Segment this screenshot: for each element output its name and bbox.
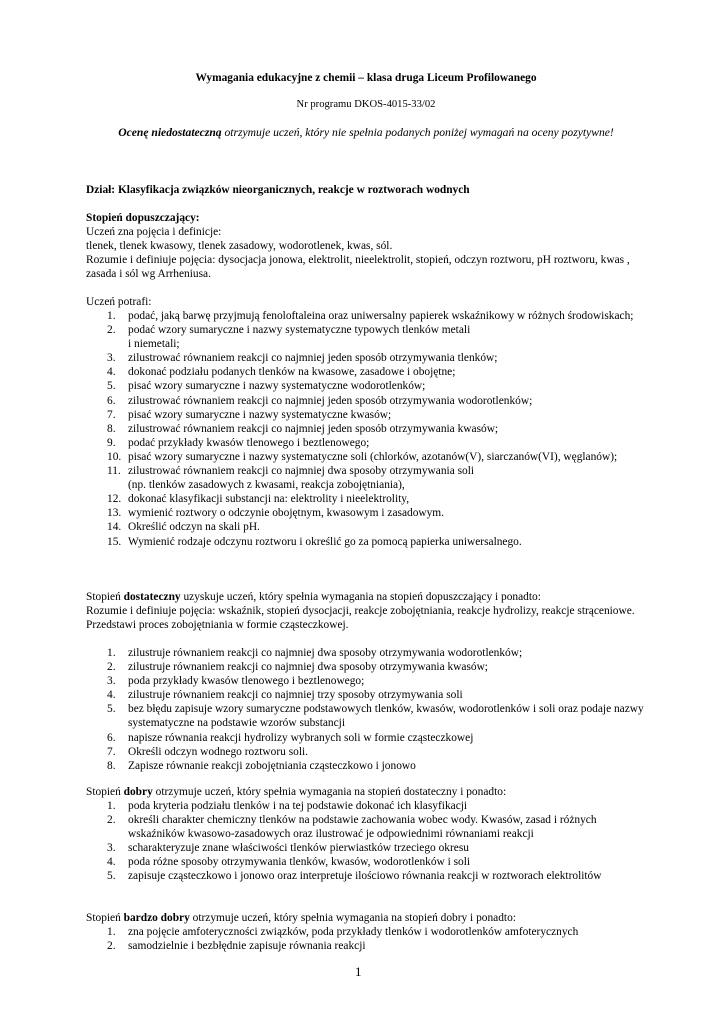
bardzo-dobry-grade: bardzo dobry	[123, 912, 190, 924]
list-item-number: 8.	[107, 759, 116, 772]
dostateczny-section	[86, 590, 646, 632]
list-item-text: zilustruje równaniem reakcji co najmniej dwa sposoby otrzymywania kwasów;	[128, 661, 488, 674]
list-item	[86, 841, 646, 855]
list-item-text: bez błędu zapisuje wzory sumaryczne podstawowych tlenków, kwasów, wodorotlenków i soli oraz podaje nazwy systematyczne na podstawie wzorów substancji	[128, 703, 644, 730]
dobry-post: otrzymuje uczeń, który spełnia wymagania na stopień dostateczny i ponadto:	[152, 786, 507, 798]
bardzo-dobry-list	[86, 925, 646, 953]
list-item-number: 2.	[107, 814, 116, 827]
page-number: 1	[355, 964, 362, 979]
dobry-heading	[86, 785, 646, 799]
bardzo-dobry-pre: Stopień	[86, 912, 124, 924]
list-item	[86, 394, 646, 408]
list-item-number: 4.	[107, 856, 116, 869]
list-item	[86, 674, 646, 688]
list-item-number: 6.	[107, 731, 116, 744]
list-item	[86, 855, 646, 869]
list-item	[86, 535, 646, 549]
list-item-text: określi charakter chemiczny tlenków na podstawie zachowania wobec wody. Kwasów, zasad i różnych wskaźników kwasowo-zasadowych oraz ilustrować je odpowiednimi równaniami reakcji	[128, 814, 597, 841]
list-item-number: 5.	[107, 703, 116, 716]
list-item	[86, 702, 646, 730]
section-heading: Dział: Klasyfikacja związków nieorganicznych, reakcje w roztworach wodnych	[86, 184, 470, 196]
document-title: Wymagania edukacyjne z chemii – klasa druga Liceum Profilowanego	[195, 72, 537, 84]
list-item-number: 9.	[107, 436, 116, 449]
list-item-number: 1.	[107, 800, 116, 812]
dobry-grade: dobry	[123, 786, 153, 798]
dobry-list	[86, 799, 646, 884]
list-item-text: wymienić roztwory o odczynie obojętnym, kwasowym i zasadowym.	[128, 507, 445, 520]
list-item-text: pisać wzory sumaryczne i nazwy systematyczne soli (chlorków, azotanów(V), siarczanów(VI), węglanów);	[128, 450, 618, 463]
list-item	[86, 478, 646, 492]
dopuszczajacy-section	[86, 211, 646, 281]
dostateczny-heading	[86, 590, 646, 604]
list-item-text: napisze równania reakcji hydrolizy wybranych soli w formie cząsteczkowej	[128, 731, 474, 744]
list-item-number: 4.	[107, 689, 116, 702]
list-item-number: 10.	[107, 450, 122, 463]
list-item-text: i niemetali;	[128, 338, 180, 351]
list-item	[86, 925, 646, 939]
dostateczny-list	[86, 646, 646, 773]
list-item	[86, 688, 646, 702]
list-item-text: Określi odczyn wodnego roztworu soli.	[128, 745, 308, 758]
list-item-text: dokonać klasyfikacji substancji na: elektrolity i nieelektrolity,	[128, 493, 410, 506]
list-item-text: scharakteryzuje znane właściwości tlenków pierwiastków trzeciego okresu	[128, 842, 469, 855]
dopuszczajacy-line3: Rozumie i definiuje pojęcia: dysocjacja jonowa, elektrolit, nieelektrolit, stopień, odczyn roztworu, pH roztworu, kwas , zasada i sól wg Arrheniusa.	[86, 254, 630, 281]
list-item-number: 1.	[107, 647, 116, 659]
list-item	[86, 365, 646, 379]
list-item-text: zilustruje równaniem reakcji co najmniej dwa sposoby otrzymywania wodorotlenków;	[128, 647, 523, 659]
list-item-text: zilustrować równaniem reakcji co najmniej dwa sposoby otrzymywania soli	[128, 465, 475, 478]
list-item-number: 13.	[107, 507, 122, 520]
list-item	[86, 337, 646, 351]
list-item	[86, 309, 646, 323]
list-item-text: pisać wzory sumaryczne i nazwy systematyczne wodorotlenków;	[128, 380, 426, 393]
list-item-number: 12.	[107, 493, 122, 506]
list-item	[86, 422, 646, 436]
list-item-number: 3.	[107, 352, 116, 365]
list-item	[86, 869, 646, 883]
list-item-text: poda różne sposoby otrzymywania tlenków, kwasów, wodorotlenków i soli	[128, 856, 471, 869]
list-item-text: zilustruje równaniem reakcji co najmniej trzy sposoby otrzymywania soli	[128, 689, 463, 702]
list-item-number: 4.	[107, 366, 116, 379]
dostateczny-line1: Rozumie i definiuje pojęcia: wskaźnik, stopień dysocjacji, reakcje zobojętniania, reakcje hydrolizy, reakcje strąceniowe.	[86, 605, 635, 618]
dostateczny-post: uzyskuje uczeń, który spełnia wymagania na stopień dopuszczający i ponadto:	[180, 591, 541, 603]
list-item	[86, 351, 646, 365]
list-item-text: pisać wzory sumaryczne i nazwy systematyczne kwasów;	[128, 408, 392, 421]
list-item-number: 2.	[107, 661, 116, 674]
list-item-number: 7.	[107, 408, 116, 421]
list-item-number: 11.	[107, 465, 121, 478]
list-item-text: zapisuje cząsteczkowo i jonowo oraz interpretuje ilościowo równania reakcji w roztworach elektrolitów	[128, 870, 602, 883]
potrafi-label: Uczeń potrafi:	[86, 296, 152, 308]
list-item-number: 1.	[107, 926, 116, 938]
dostateczny-pre: Stopień	[86, 591, 124, 603]
list-item	[86, 939, 646, 953]
list-item	[86, 379, 646, 393]
list-item	[86, 759, 646, 773]
dopuszczajacy-heading: Stopień dopuszczający:	[86, 212, 200, 224]
program-number: Nr programu DKOS-4015-33/02	[296, 99, 436, 110]
dobry-pre: Stopień	[86, 786, 124, 798]
list-item	[86, 745, 646, 759]
list-item	[86, 436, 646, 450]
list-item-text: Wymienić rodzaje odczynu roztworu i określić go za pomocą papierka uniwersalnego.	[128, 535, 522, 548]
dostateczny-grade: dostateczny	[123, 591, 181, 603]
intro-note	[86, 126, 646, 140]
list-item-number: 7.	[107, 745, 116, 758]
list-item-text: zna pojęcie amfoteryczności związków, poda przykłady tlenków i wodorotlenków amfoterycznych	[128, 926, 579, 938]
list-item	[86, 520, 646, 534]
dopuszczajacy-line2: tlenek, tlenek kwasowy, tlenek zasadowy, wodorotlenek, kwas, sól.	[86, 240, 393, 253]
list-item-text: poda przykłady kwasów tlenowego i beztlenowego;	[128, 675, 365, 688]
bardzo-dobry-post: otrzymuje uczeń, który spełnia wymagania na stopień dobry i ponadto:	[189, 912, 516, 924]
dopuszczajacy-line1: Uczeń zna pojęcia i definicje:	[86, 226, 222, 239]
intro-bold: Ocenę niedostateczną	[118, 126, 222, 139]
list-item-text: samodzielnie i bezbłędnie zapisuje równania reakcji	[128, 940, 366, 953]
list-item	[86, 323, 646, 337]
list-item	[86, 660, 646, 674]
list-item-number: 6.	[107, 394, 116, 407]
list-item-number: 5.	[107, 870, 116, 883]
list-item-text: Określić odczyn na skali pH.	[128, 521, 260, 534]
list-item-number: 15.	[107, 535, 122, 548]
list-item-number: 14.	[107, 521, 122, 534]
list-item	[86, 799, 646, 813]
intro-rest: otrzymuje uczeń, który nie spełnia podanych poniżej wymagań na oceny pozytywne!	[221, 126, 614, 139]
list-item-text: zilustrować równaniem reakcji co najmniej jeden sposób otrzymywania tlenków;	[128, 352, 498, 365]
list-item	[86, 731, 646, 745]
list-item-text: Zapisze równanie reakcji zobojętniania cząsteczkowo i jonowo	[128, 759, 416, 772]
list-item	[86, 492, 646, 506]
list-item-text: poda kryteria podziału tlenków i na tej podstawie dokonać ich klasyfikacji	[128, 800, 468, 812]
list-item-number: 2.	[107, 324, 116, 337]
dostateczny-line2: Przedstawi proces zobojętniania w formie cząsteczkowej.	[86, 619, 349, 632]
list-item-number: 3.	[107, 842, 116, 855]
list-item-text: zilustrować równaniem reakcji co najmniej jeden sposób otrzymywania kwasów;	[128, 422, 499, 435]
list-item-text: podać wzory sumaryczne i nazwy systematyczne typowych tlenków metali	[128, 324, 471, 337]
list-item-number: 2.	[107, 940, 116, 953]
list-item-text: (np. tlenków zasadowych z kwasami, reakcja zobojętniania),	[128, 479, 405, 492]
list-item-text: zilustrować równaniem reakcji co najmniej jeden sposób otrzymywania wodorotlenków;	[128, 394, 533, 407]
list-item	[86, 813, 646, 841]
list-item-number: 1.	[107, 310, 116, 322]
list-item	[86, 408, 646, 422]
list-item	[86, 506, 646, 520]
list-item-text: podać, jaką barwę przyjmują fenoloftaleina oraz uniwersalny papierek wskaźnikowy w różnych środowiskach;	[128, 310, 634, 322]
list-item-number: 8.	[107, 422, 116, 435]
bardzo-dobry-heading	[86, 911, 646, 925]
list-item	[86, 450, 646, 464]
list-item	[86, 464, 646, 478]
dopuszczajacy-list	[86, 309, 646, 549]
list-item-text: podać przykłady kwasów tlenowego i beztlenowego;	[128, 436, 370, 449]
list-item-number: 5.	[107, 380, 116, 393]
list-item-text: dokonać podziału podanych tlenków na kwasowe, zasadowe i obojętne;	[128, 366, 456, 379]
list-item	[86, 646, 646, 660]
list-item-number: 3.	[107, 675, 116, 688]
